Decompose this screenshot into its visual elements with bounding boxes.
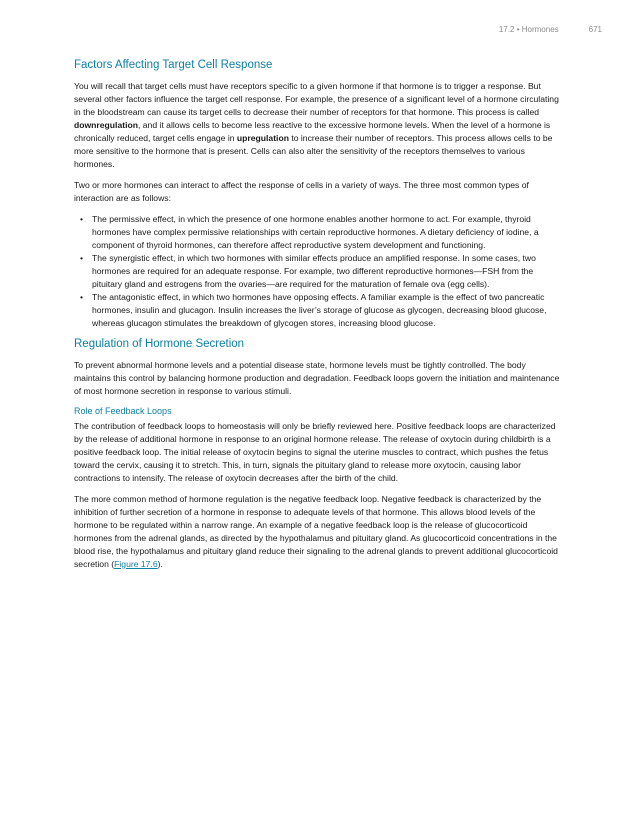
page-body	[74, 58, 560, 579]
figure-link[interactable]: Figure 17.6	[114, 558, 158, 569]
running-header	[499, 25, 602, 34]
text-span: to increase their number of receptors. This process allows cells to be more sensitive to the hormone that is present. Cells can also alter the sensitivity of the receptors themselves to various hormones.	[74, 132, 553, 169]
header-section: 17.2 • Hormones	[498, 25, 559, 34]
text-span: You will recall that target cells must have receptors specific to a given hormone if that hormone is to trigger a response. But several other factors influence the target cell response. For example, the presence of a significant level of a hormone circulating in the bloodstream can cause its target cells to decrease their number of receptors for that hormone. This process is called	[74, 80, 559, 117]
section-title-regulation: Regulation of Hormone Secretion	[74, 337, 245, 350]
interaction-types-list	[74, 213, 560, 330]
list-item: • The permissive effect, in which the presence of one hormone enables another hormone to act. For example, thyroid hormones have complex permissive relationships with certain reproductive hormones. A dietary deficiency of iodine, a component of thyroid hormones, can therefore affect reproductive system development and functioning.	[92, 213, 560, 252]
term-downregulation: downregulation	[74, 119, 138, 130]
text-span: ).	[157, 558, 163, 569]
paragraph-regulation-1: To prevent abnormal hormone levels and a potential disease state, hormone levels must be tightly controlled. The body maintains this control by balancing hormone production and degradation. Feedback loops govern the initiation and maintenance of most hormone secretion in response to various stimuli.	[74, 359, 560, 396]
term-upregulation: upregulation	[236, 132, 289, 143]
text-span: , and it allows cells to become less reactive to the excessive hormone levels. When the level of a hormone is chronically reduced, target cells engage in	[74, 119, 551, 143]
paragraph-feedback-1: The contribution of feedback loops to homeostasis will only be briefly reviewed here. Positive feedback loops are characterized by the release of additional hormone in response to an original hormone release. The release of oxytocin during childbirth is a positive feedback loop. The initial release of oxytocin begins to signal the uterine muscles to contract, which pushes the fetus toward the cervix, causing it to stretch. This, in turn, signals the pituitary gland to release more oxytocin, causing labor contractions to intensify. The release of oxytocin decreases after the birth of the child.	[74, 420, 556, 483]
text-span: The more common method of hormone regulation is the negative feedback loop. Negative feedback is characterized by the inhibition of further secretion of a hormone in response to adequate levels of that hormone. This allows blood levels of the hormone to be regulated within a narrow range. An example of a negative feedback loop is the release of glucocorticoid hormones from the adrenal glands, as directed by the hypothalamus and pituitary gland. As glucocorticoid concentrations in the blood rise, the hypothalamus and pituitary gland reduce their signaling to the adrenal glands to prevent additional glucocorticoid secretion (	[74, 493, 558, 569]
subsection-title-feedback: Role of Feedback Loops	[74, 405, 172, 416]
paragraph-factors-1	[74, 80, 560, 171]
paragraph-factors-2: Two or more hormones can interact to affect the response of cells in a variety of ways. The three most common types of interaction are as follows:	[74, 179, 529, 203]
page-number: 671	[588, 25, 602, 34]
paragraph-feedback-2	[74, 493, 560, 571]
list-item: • The antagonistic effect, in which two hormones have opposing effects. A familiar example is the effect of two pancreatic hormones, insulin and glucagon. Insulin increases the liver’s storage of glucose as glycogen, decreasing blood glucose, whereas glucagon stimulates the breakdown of glycogen stores, increasing blood glucose.	[92, 291, 560, 330]
list-item: • The synergistic effect, in which two hormones with similar effects produce an amplified response. In some cases, two hormones are required for an adequate response. For example, two different reproductive hormones—FSH from the pituitary gland and estrogens from the ovaries—are required for the maturation of female ova (egg cells).	[92, 252, 560, 291]
section-title-factors: Factors Affecting Target Cell Response	[74, 59, 273, 71]
